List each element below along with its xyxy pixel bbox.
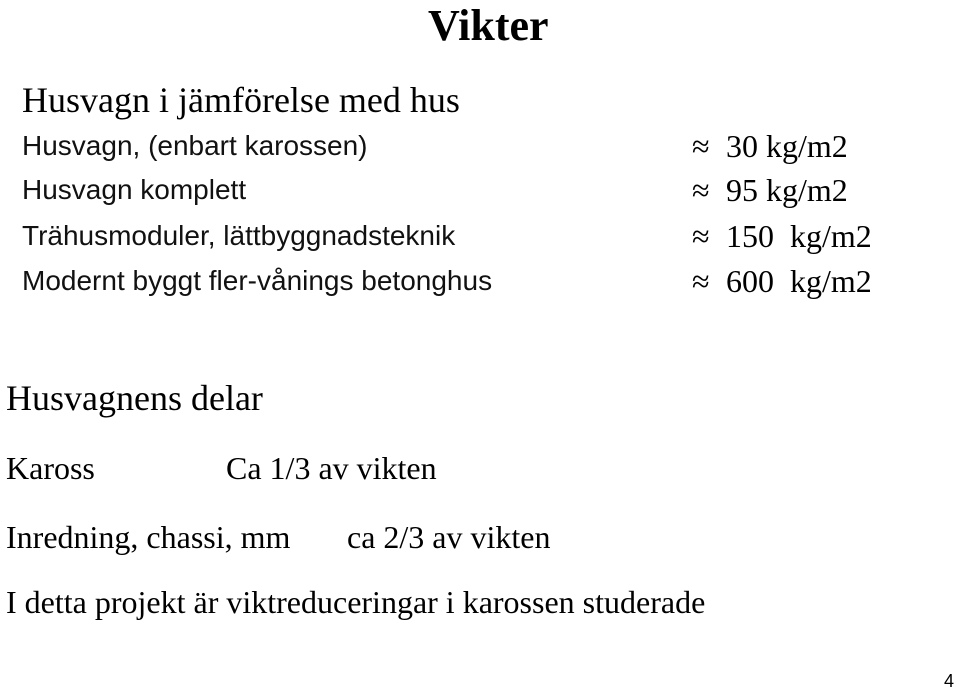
- comparison-row-label: Husvagn, (enbart karossen): [22, 130, 368, 161]
- approx-icon: ≈: [692, 128, 710, 164]
- comparison-value-text: 600 kg/m2: [726, 263, 872, 299]
- comparison-value-text: 30 kg/m2: [726, 128, 848, 164]
- parts-heading: Husvagnens delar: [6, 378, 263, 418]
- comparison-row-value: [692, 130, 848, 162]
- slide-title: Vikter: [428, 1, 549, 50]
- comparison-value-text: 150 kg/m2: [726, 218, 872, 254]
- part-share: Ca 1/3 av vikten: [226, 450, 437, 486]
- comparison-row-label: Modernt byggt fler-vånings betonghus: [22, 265, 493, 296]
- comparison-row-value: [692, 265, 872, 297]
- comparison-row-label: Trähusmoduler, lättbyggnadsteknik: [22, 220, 456, 251]
- comparison-heading: Husvagn i jämförelse med hus: [22, 80, 460, 120]
- part-share: ca 2/3 av vikten: [347, 519, 551, 555]
- part-name: Inredning, chassi, mm: [6, 519, 291, 555]
- comparison-row-value: [692, 220, 872, 252]
- comparison-row-value: [692, 174, 848, 206]
- footnote: I detta projekt är viktreduceringar i karossen studerade: [6, 584, 706, 620]
- approx-icon: ≈: [692, 172, 710, 208]
- part-name: Kaross: [6, 450, 95, 486]
- comparison-value-text: 95 kg/m2: [726, 172, 848, 208]
- comparison-row-label: Husvagn komplett: [22, 174, 247, 205]
- approx-icon: ≈: [692, 218, 710, 254]
- approx-icon: ≈: [692, 263, 710, 299]
- page-number: 4: [943, 671, 954, 691]
